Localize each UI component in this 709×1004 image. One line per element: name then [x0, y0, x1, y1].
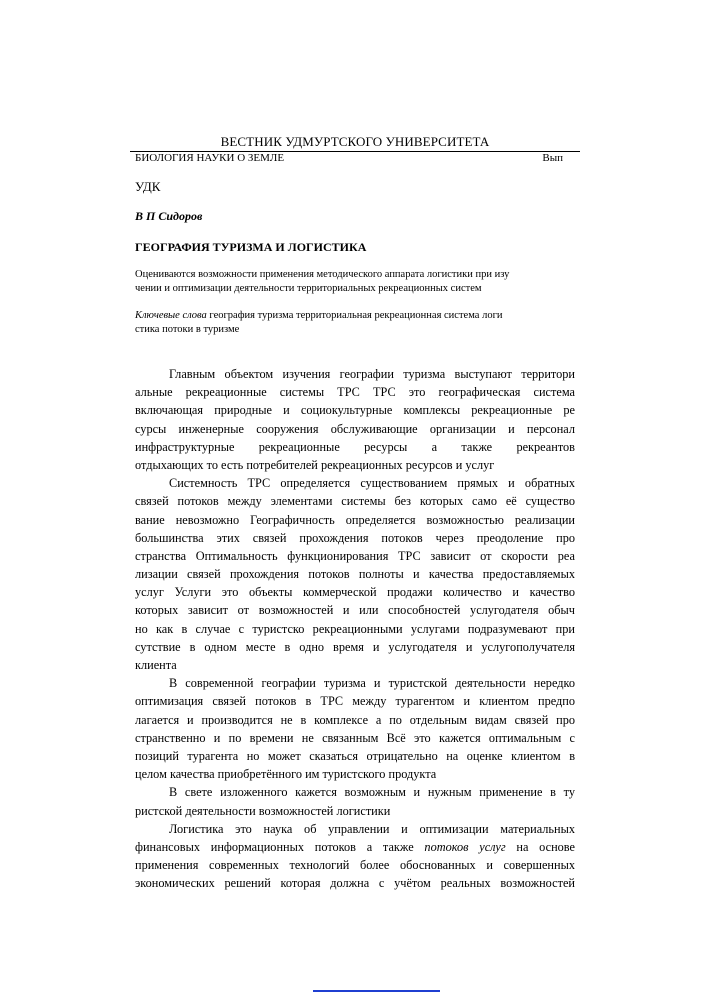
body-line: услуг Услуги это объекты коммерческой продажи количество и качество: [135, 585, 575, 600]
author-name: В П Сидоров: [135, 209, 203, 223]
body-line: Системность ТРС определяется существованием прямых и обратных: [169, 476, 575, 491]
body-line: связей потоков между элементами системы без которых само её существо: [135, 494, 575, 509]
body-line: включающая природные и социокультурные комплексы рекреационные ре: [135, 403, 575, 418]
keywords-label: Ключевые слова: [135, 310, 207, 321]
body-line: альные рекреационные системы ТРС ТРС это географическая система: [135, 385, 575, 400]
body-line: сурсы инженерные сооружения обслуживающие организации и персонал: [135, 421, 575, 436]
body-line: В свете изложенного кажется возможным и нужным применение в ту: [169, 785, 575, 800]
body-line: которых зависит от возможностей и или способностей услугодателя обыч: [135, 603, 575, 618]
body-line: странства Оптимальность функционирования ТРС зависит от скорости реа: [135, 548, 575, 563]
body-line: клиента: [135, 658, 177, 672]
body-line: применения современных технологий более обоснованных и совершенных: [135, 858, 575, 873]
journal-title: ВЕСТНИК УДМУРТСКОГО УНИВЕРСИТЕТА: [220, 134, 490, 149]
article-body: [135, 365, 575, 892]
body-line: но как в случае с туристско рекреационными услугами подразумевают при: [135, 621, 575, 636]
abstract-line: Оцениваются возможности применения методического аппарата логистики при изу: [135, 269, 510, 280]
body-line: отдыхающих то есть потребителей рекреационных ресурсов и услуг: [135, 457, 495, 472]
body-line: сутствие в одном месте в одно время и услугодателя и услугополучателя: [135, 639, 575, 654]
keywords-text: география туризма территориальная рекреационная система логи: [206, 310, 503, 321]
body-line: Главным объектом изучения географии туризма выступают территори: [169, 367, 575, 381]
keywords-line: [135, 309, 575, 323]
udk-label: УДК: [135, 179, 161, 194]
issue-label: Вып: [542, 152, 563, 164]
body-line: позиций турагента но может сказаться отрицательно на оценке клиентом в: [135, 748, 575, 763]
body-line: лизации связей прохождения потоков полноты и качества предоставляемых: [135, 567, 575, 582]
body-emphasis: потоков услуг: [424, 839, 506, 854]
body-line: оптимизация связей потоков в ТРС между турагентом и клиентом предпо: [135, 694, 575, 709]
body-line: экономических решений которая должна с учётом реальных возможностей: [135, 876, 575, 891]
body-line: инфраструктурные рекреационные ресурсы а также рекреантов: [135, 439, 575, 454]
keywords: [135, 309, 575, 337]
keywords-line: стика потоки в туризме: [135, 324, 240, 335]
abstract: [135, 268, 575, 296]
body-line: В современной географии туризма и туристской деятельности нередко: [169, 676, 575, 691]
body-line: большинства этих связей прохождения потоков через преодоление про: [135, 530, 575, 545]
abstract-line: чении и оптимизации деятельности территориальных рекреационных систем: [135, 283, 482, 294]
article-title: ГЕОГРАФИЯ ТУРИЗМА И ЛОГИСТИКА: [135, 240, 367, 254]
section-name: БИОЛОГИЯ НАУКИ О ЗЕМЛЕ: [135, 152, 285, 164]
body-line: целом качества приобретённого им туристского продукта: [135, 767, 437, 782]
body-line-part: финансовых информационных потоков а также: [135, 839, 425, 854]
body-line: странственно и по времени не связанным Всё это кажется оптимальным с: [135, 730, 575, 745]
body-line: лагается и производится не в комплексе а по отдельным видам связей про: [135, 712, 575, 727]
body-line: Логистика это наука об управлении и оптимизации материальных: [169, 821, 575, 836]
header-section-line: [135, 152, 563, 164]
body-line: вание невозможно Географичность определяется возможностью реализации: [135, 512, 575, 527]
body-line: [135, 838, 575, 856]
body-line-part: на основе: [505, 839, 575, 854]
footer-link-underline[interactable]: [313, 990, 440, 992]
body-line: ристской деятельности возможностей логистики: [135, 803, 391, 818]
